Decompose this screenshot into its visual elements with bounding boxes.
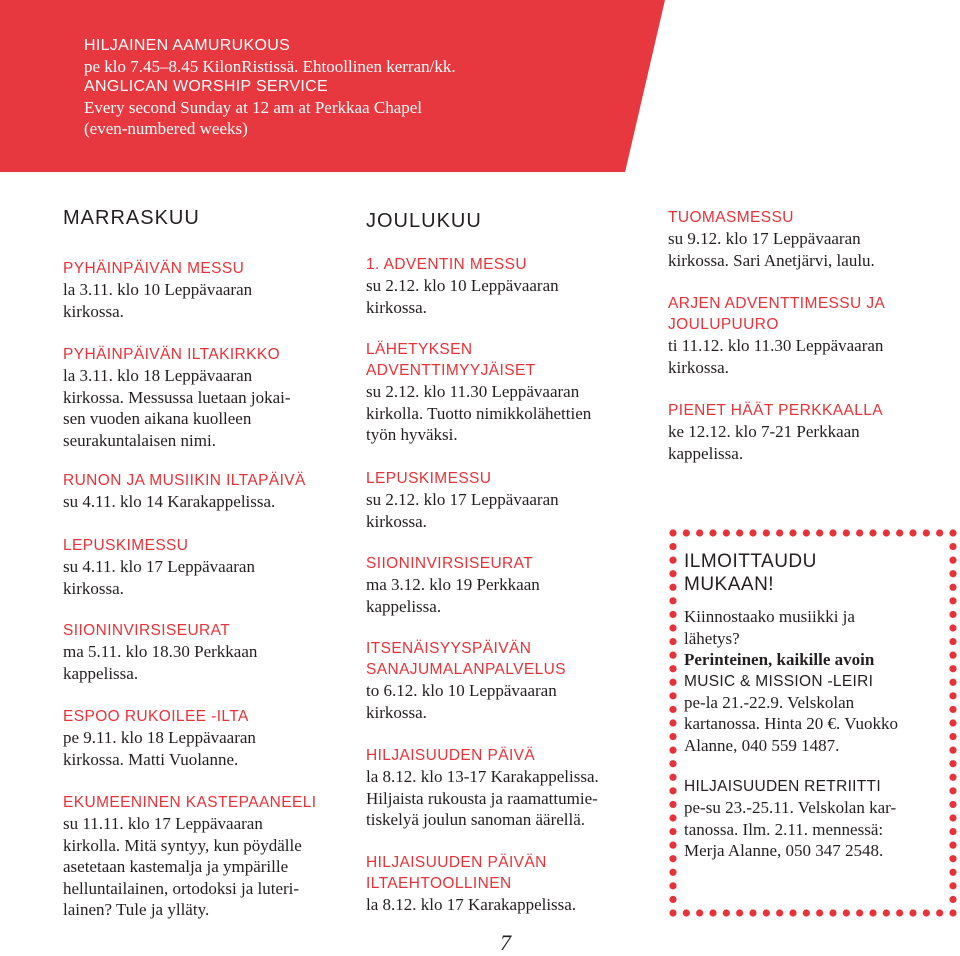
event-title: ITSENÄISYYSPÄIVÄN (366, 640, 532, 657)
event-entry (63, 792, 363, 921)
event-entry (366, 468, 666, 532)
event-text: la 3.11. klo 10 Leppävaaran (63, 280, 253, 299)
event-title: HILJAISUUDEN PÄIVÄ (366, 747, 536, 764)
banner-text (84, 36, 624, 139)
event-text: kirkossa. Matti Vuolanne. (63, 749, 239, 769)
event-text: ma 3.12. klo 19 Perkkaan (366, 575, 540, 594)
event-text: su 2.12. klo 11.30 Leppävaaran (366, 382, 580, 401)
event-text: pe 9.11. klo 18 Leppävaaran (63, 728, 256, 747)
event-entry (63, 535, 363, 599)
event-title: ARJEN ADVENTTIMESSU JA (668, 295, 886, 312)
event-title: PYHÄINPÄIVÄN MESSU (63, 260, 245, 277)
event-text: helluntailainen, ortodoksi ja luteri- (63, 878, 300, 898)
event-text: kirkolla. Mitä syntyy, kun pöydälle (63, 835, 302, 855)
event-entry (366, 745, 666, 831)
event-entry (366, 553, 666, 617)
event-entry (668, 207, 958, 271)
event-entry (668, 400, 958, 464)
event-text: asetetaan kastemalja ja ympärille (63, 857, 289, 876)
event-text: su 4.11. klo 17 Leppävaaran (63, 557, 255, 576)
camp-text: pe-la 21.-22.9. Velskolan (684, 692, 855, 712)
event-text: kappelissa. (63, 663, 139, 683)
event-text: kirkossa. (63, 301, 124, 321)
retreat-title: HILJAISUUDEN RETRIITTI (684, 778, 881, 795)
event-text: kirkossa. Sari Anetjärvi, laulu. (668, 250, 875, 270)
event-title: LEPUSKIMESSU (366, 470, 492, 487)
event-title: SIIONINVIRSISEURAT (63, 622, 231, 639)
banner-heading-1: HILJAINEN AAMURUKOUS (84, 37, 291, 54)
camp-title: MUSIC & MISSION -LEIRI (684, 672, 874, 690)
event-text: su 11.11. klo 17 Leppävaaran (63, 814, 263, 833)
event-text: ti 11.12. klo 11.30 Leppävaaran (668, 336, 884, 355)
event-text: su 9.12. klo 17 Leppävaaran (668, 229, 861, 248)
event-entry (63, 620, 363, 684)
banner-heading-2: ANGLICAN WORSHIP SERVICE (84, 78, 328, 95)
month-heading-joulukuu: JOULUKUU (366, 210, 482, 232)
event-entry (668, 293, 958, 378)
event-entry (366, 339, 666, 446)
event-entry (63, 258, 363, 322)
event-title: SANAJUMALANPALVELUS (366, 661, 566, 678)
event-text: kappelissa. (366, 596, 442, 616)
month-heading-marraskuu: MARRASKUU (63, 207, 200, 229)
event-entry (63, 344, 363, 451)
event-title: EKUMEENINEN KASTEPAANEELI (63, 794, 317, 811)
event-entry (366, 254, 666, 318)
banner-line-3: (even-numbered weeks) (84, 119, 248, 138)
page-number: 7 (500, 930, 511, 955)
retreat-text: Merja Alanne, 050 347 2548. (684, 841, 884, 860)
event-title: RUNON JA MUSIIKIN ILTAPÄIVÄ (63, 472, 306, 489)
event-text: la 3.11. klo 18 Leppävaaran (63, 366, 253, 385)
event-entry (63, 706, 363, 770)
event-text: kirkolla. Tuotto nimikkolähettien (366, 403, 592, 423)
event-text: to 6.12. klo 10 Leppävaaran (366, 681, 557, 700)
event-text: tiskelyä joulun sanoman äärellä. (366, 810, 586, 829)
event-title: JOULUPUURO (668, 316, 779, 333)
retreat-text: pe-su 23.-25.11. Velskolan kar- (684, 798, 897, 817)
camp-text: Alanne, 040 559 1487. (684, 735, 840, 755)
event-title: PIENET HÄÄT PERKKAALLA (668, 402, 883, 419)
event-title: LÄHETYKSEN (366, 341, 473, 358)
event-text: kirkossa. (366, 511, 427, 531)
event-entry (63, 470, 363, 513)
signup-box (668, 528, 958, 918)
event-title: PYHÄINPÄIVÄN ILTAKIRKKO (63, 346, 281, 363)
event-title: SIIONINVIRSISEURAT (366, 555, 534, 572)
event-title: ESPOO RUKOILEE -ILTA (63, 708, 249, 725)
signup-content (684, 550, 934, 862)
event-text: ke 12.12. klo 7-21 Perkkaan (668, 422, 860, 441)
event-title: HILJAISUUDEN PÄIVÄN (366, 854, 547, 871)
event-title: LEPUSKIMESSU (63, 537, 189, 554)
event-text: lainen? Tule ja ylläty. (63, 900, 210, 919)
signup-title: MUKAAN! (684, 574, 775, 595)
event-entry (366, 852, 666, 916)
event-text: sen vuoden aikana kuolleen (63, 409, 252, 428)
event-text: kirkossa. (63, 578, 124, 598)
signup-title: ILMOITTAUDU (684, 551, 817, 572)
signup-intro: lähetys? (684, 628, 740, 648)
event-text: kirkossa. (366, 702, 427, 722)
event-text: kappelissa. (668, 443, 744, 463)
event-text: Hiljaista rukousta ja raamattumie- (366, 788, 598, 808)
banner-line-1: pe klo 7.45–8.45 KilonRistissä. Ehtoollinen kerran/kk. (84, 57, 456, 76)
event-text: kirkossa. Messussa luetaan jokai- (63, 387, 291, 407)
event-text: la 8.12. klo 13-17 Karakappelissa. (366, 767, 599, 786)
event-text: su 2.12. klo 17 Leppävaaran (366, 490, 559, 509)
retreat-text: tanossa. Ilm. 2.11. mennessä: (684, 819, 884, 839)
event-text: ma 5.11. klo 18.30 Perkkaan (63, 642, 258, 661)
event-title: TUOMASMESSU (668, 209, 794, 226)
event-title: 1. ADVENTIN MESSU (366, 256, 527, 273)
signup-intro: Kiinnostaako musiikki ja (684, 607, 855, 626)
event-text: la 8.12. klo 17 Karakappelissa. (366, 895, 577, 914)
event-title: ADVENTTIMYYJÄISET (366, 362, 536, 379)
camp-text: kartanossa. Hinta 20 €. Vuokko (684, 714, 898, 733)
event-text: työn hyväksi. (366, 425, 458, 444)
event-title: ILTAEHTOOLLINEN (366, 875, 512, 892)
signup-bold-line: Perinteinen, kaikille avoin (684, 650, 875, 669)
event-text: su 2.12. klo 10 Leppävaaran (366, 276, 559, 295)
event-entry (366, 638, 666, 723)
banner-line-2: Every second Sunday at 12 am at Perkkaa Chapel (84, 98, 423, 117)
event-text: su 4.11. klo 14 Karakappelissa. (63, 492, 276, 511)
event-text: kirkossa. (366, 297, 427, 317)
event-text: kirkossa. (668, 357, 729, 377)
event-text: seurakuntalaisen nimi. (63, 430, 216, 450)
